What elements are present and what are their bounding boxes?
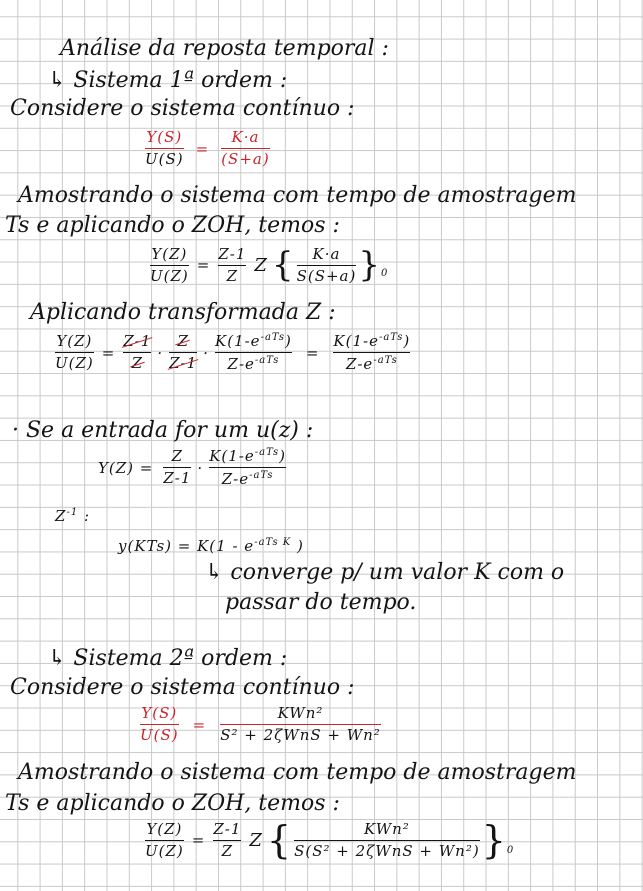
eq4-f1-num: Z — [171, 447, 184, 465]
inverse-z-label: $Z^{-1}$ : — [55, 507, 91, 525]
ts-zoh-line-1: Ts e aplicando o ZOH, temos : — [5, 213, 340, 238]
eq1-lhs-den: U(S) — [145, 150, 184, 168]
eq2-lhs-num: Y(Z) — [151, 244, 188, 263]
eq7-left-brace: { — [266, 818, 293, 862]
eq3-result-den: $Z-e^{-aTs}$ — [345, 355, 398, 373]
section-second-order: ↳ Sistema 2ª ordem : — [48, 646, 288, 671]
eq2-left-brace: { — [271, 245, 295, 285]
sampling-line-2: Amostrando o sistema com tempo de amostragem — [18, 760, 577, 785]
page-title: Análise da reposta temporal : — [60, 36, 389, 61]
eq2-inner-den: S(S+a) — [296, 266, 357, 285]
equation-time-response: $y(KTs) = K(1 - e^{-aTs K}$ ) — [118, 537, 304, 555]
eq2-subscript: 0 — [380, 268, 389, 279]
eq3-lhs-num: Y(Z) — [56, 332, 93, 350]
eq3-result-num: $K(1-e^{-aTs})$ — [333, 332, 411, 350]
eq2-inner-num: K·a — [312, 244, 341, 263]
eq6-rhs-den: S² + 2ζWnS + Wn² — [220, 726, 381, 744]
converge-note-1: ↳ converge p/ um valor K com o — [205, 560, 565, 585]
eq7-z-transform-op: Z — [249, 829, 263, 851]
equation-zoh-first-order — [150, 245, 388, 285]
eq7-mid-den: Z — [221, 841, 234, 860]
eq7-equals: = — [191, 831, 206, 849]
sampling-line-1: Amostrando o sistema com tempo de amostragem — [18, 183, 577, 208]
eq3-f1-den: Z — [131, 354, 144, 372]
eq6-equals: = — [192, 715, 207, 734]
consider-line-2: Considere o sistema contínuo : — [10, 675, 355, 700]
eq2-right-brace: } — [358, 245, 381, 285]
ts-zoh-line-2: Ts e aplicando o ZOH, temos : — [5, 791, 340, 816]
eq6-rhs-num: KWn² — [277, 704, 324, 722]
eq7-inner-num: KWn² — [364, 819, 410, 838]
eq3-equals-2: = — [305, 343, 320, 362]
eq2-z-transform-op: Z — [254, 254, 268, 276]
eq4-f2-num: $K(1-e^{-aTs})$ — [209, 447, 287, 465]
eq1-lhs-num: Y(S) — [146, 128, 183, 146]
eq6-lhs-num: Y(S) — [141, 704, 178, 722]
eq2-mid-den: Z — [226, 266, 239, 285]
eq3-f2-den: Z-1 — [169, 354, 198, 372]
eq3-equals-1: = — [101, 343, 116, 362]
apply-z-transform-line: Aplicando transformada Z : — [30, 300, 336, 325]
eq3-f3-num: $K(1-e^{-aTs})$ — [215, 332, 292, 350]
input-step-line: · Se a entrada for um u(z) : — [12, 418, 314, 443]
eq6-lhs-den: U(S) — [140, 726, 179, 744]
eq7-mid-num: Z-1 — [213, 819, 242, 838]
consider-line-1: Considere o sistema contínuo : — [10, 96, 355, 121]
eq7-subscript: 0 — [506, 845, 515, 856]
eq1-equals: = — [195, 139, 210, 158]
eq2-equals: = — [196, 256, 211, 274]
eq3-lhs-den: U(Z) — [55, 354, 94, 372]
eq4-f1-den: Z-1 — [163, 469, 192, 487]
eq2-mid-num: Z-1 — [218, 244, 247, 263]
eq3-f2-num: Z — [177, 332, 189, 350]
eq3-f1-num: Z-1 — [123, 332, 152, 350]
eq2-lhs-den: U(Z) — [150, 266, 189, 285]
eq1-rhs-num: K·a — [231, 128, 260, 146]
eq3-dot-1: · — [157, 343, 164, 362]
eq1-rhs-den: (S+a) — [221, 150, 270, 168]
eq3-f3-den: $Z-e^{-aTs}$ — [227, 355, 280, 373]
converge-note-2: passar do tempo. — [225, 590, 417, 615]
section-first-order: ↳ Sistema 1ª ordem : — [48, 68, 288, 93]
equation-second-order-continuous — [140, 706, 381, 743]
equation-z-transform-result — [55, 333, 410, 372]
eq7-right-brace: } — [481, 818, 507, 862]
eq7-inner-den: S(S² + 2ζWnS + Wn²) — [294, 841, 480, 860]
eq7-lhs-den: U(Z) — [145, 841, 184, 860]
eq4-dot: · — [197, 458, 204, 477]
eq4-lhs: Y(Z) = — [98, 458, 154, 477]
eq3-dot-2: · — [203, 343, 210, 362]
eq7-lhs-num: Y(Z) — [146, 819, 183, 838]
equation-first-order-continuous — [145, 130, 270, 167]
equation-zoh-second-order — [145, 818, 514, 862]
eq4-f2-den: $Z-e^{-aTs}$ — [221, 470, 274, 488]
equation-step-response — [98, 448, 286, 487]
